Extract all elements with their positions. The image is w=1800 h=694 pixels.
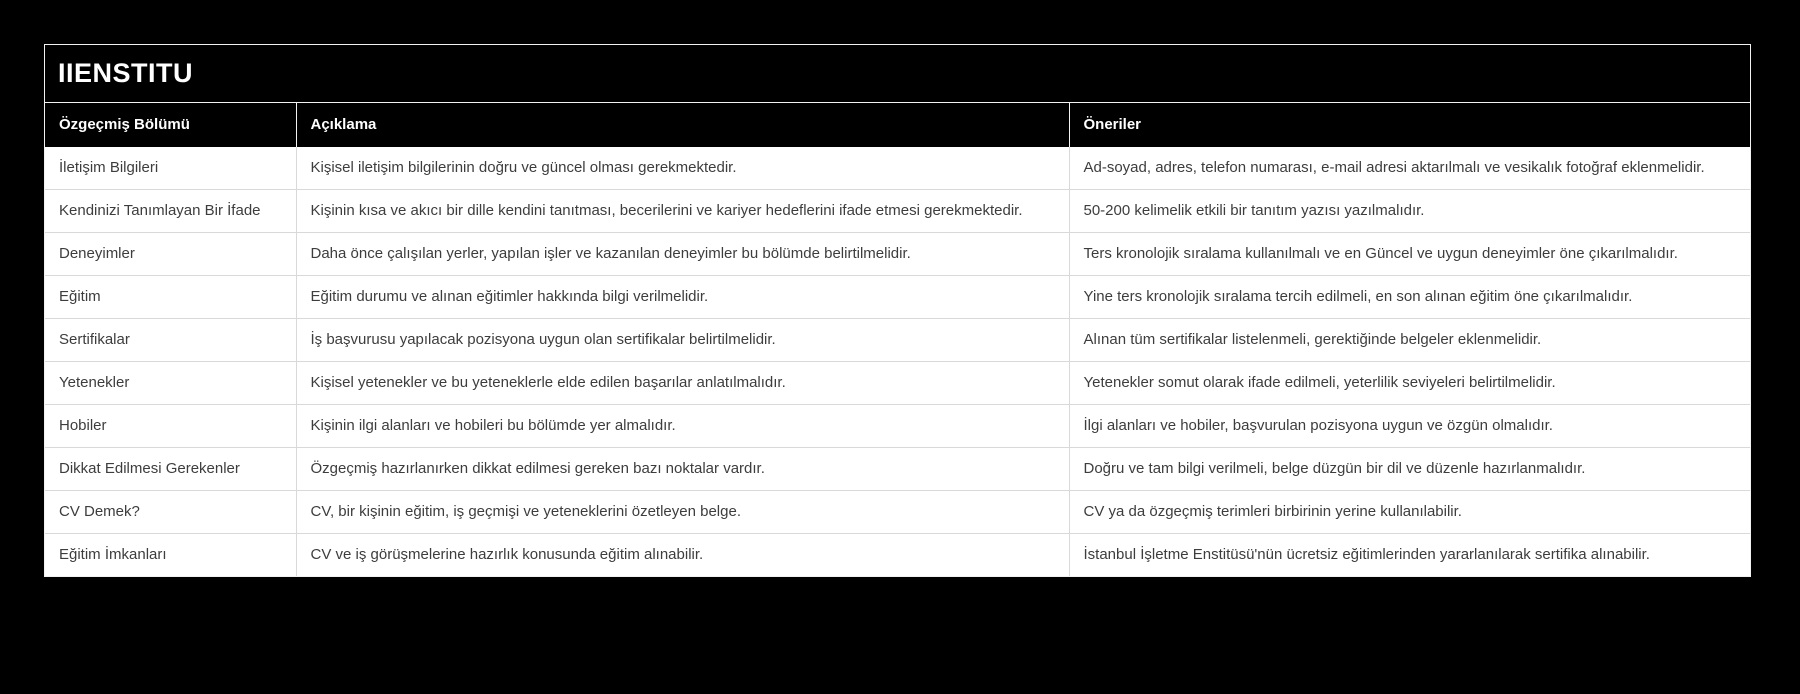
cell-description: CV, bir kişinin eğitim, iş geçmişi ve yeteneklerini özetleyen belge. (296, 491, 1069, 534)
cell-section: Eğitim (45, 276, 296, 319)
cell-description: CV ve iş görüşmelerine hazırlık konusunda eğitim alınabilir. (296, 534, 1069, 577)
table-row (45, 491, 1750, 534)
table-row (45, 405, 1750, 448)
table-row (45, 190, 1750, 233)
cell-section: Dikkat Edilmesi Gerekenler (45, 448, 296, 491)
cell-section: Eğitim İmkanları (45, 534, 296, 577)
cell-description: Daha önce çalışılan yerler, yapılan işler ve kazanılan deneyimler bu bölümde belirtilmelidir. (296, 233, 1069, 276)
cell-description: Kişinin kısa ve akıcı bir dille kendini tanıtması, becerilerini ve kariyer hedeflerini ifade etmesi gerekmektedir. (296, 190, 1069, 233)
cell-suggestion: Ad-soyad, adres, telefon numarası, e-mail adresi aktarılmalı ve vesikalık fotoğraf eklenmelidir. (1069, 147, 1750, 190)
cell-suggestion: CV ya da özgeçmiş terimleri birbirinin yerine kullanılabilir. (1069, 491, 1750, 534)
cell-description: Kişisel iletişim bilgilerinin doğru ve güncel olması gerekmektedir. (296, 147, 1069, 190)
cell-description: Kişisel yetenekler ve bu yeteneklerle elde edilen başarılar anlatılmalıdır. (296, 362, 1069, 405)
table-header-row (45, 103, 1750, 147)
cell-section: İletişim Bilgileri (45, 147, 296, 190)
table-row (45, 448, 1750, 491)
cell-description: Özgeçmiş hazırlanırken dikkat edilmesi gereken bazı noktalar vardır. (296, 448, 1069, 491)
cell-suggestion: Ters kronolojik sıralama kullanılmalı ve en Güncel ve uygun deneyimler öne çıkarılmalıdır. (1069, 233, 1750, 276)
column-header-section: Özgeçmiş Bölümü (45, 103, 296, 147)
table-row (45, 147, 1750, 190)
cell-section: Kendinizi Tanımlayan Bir İfade (45, 190, 296, 233)
table-header (45, 103, 1750, 147)
table-row (45, 534, 1750, 577)
cell-description: Kişinin ilgi alanları ve hobileri bu bölümde yer almalıdır. (296, 405, 1069, 448)
cell-section: Deneyimler (45, 233, 296, 276)
column-header-description: Açıklama (296, 103, 1069, 147)
table-row (45, 233, 1750, 276)
cv-guide-table (45, 103, 1750, 576)
cell-suggestion: Doğru ve tam bilgi verilmeli, belge düzgün bir dil ve düzenle hazırlanmalıdır. (1069, 448, 1750, 491)
cell-suggestion: Yetenekler somut olarak ifade edilmeli, yeterlilik seviyeleri belirtilmelidir. (1069, 362, 1750, 405)
table-row (45, 362, 1750, 405)
cell-suggestion: 50-200 kelimelik etkili bir tanıtım yazısı yazılmalıdır. (1069, 190, 1750, 233)
title-bar (45, 45, 1750, 103)
cell-section: Yetenekler (45, 362, 296, 405)
page-title: IIENSTITU (58, 58, 194, 88)
cell-description: Eğitim durumu ve alınan eğitimler hakkında bilgi verilmelidir. (296, 276, 1069, 319)
cell-section: Hobiler (45, 405, 296, 448)
cell-suggestion: Alınan tüm sertifikalar listelenmeli, gerektiğinde belgeler eklenmelidir. (1069, 319, 1750, 362)
table-row (45, 319, 1750, 362)
cell-section: CV Demek? (45, 491, 296, 534)
cell-suggestion: Yine ters kronolojik sıralama tercih edilmeli, en son alınan eğitim öne çıkarılmalıdır. (1069, 276, 1750, 319)
content-panel (44, 44, 1751, 577)
table-row (45, 276, 1750, 319)
cell-section: Sertifikalar (45, 319, 296, 362)
cell-suggestion: İlgi alanları ve hobiler, başvurulan pozisyona uygun ve özgün olmalıdır. (1069, 405, 1750, 448)
table-body (45, 147, 1750, 576)
cell-suggestion: İstanbul İşletme Enstitüsü'nün ücretsiz eğitimlerinden yararlanılarak sertifika alınabilir. (1069, 534, 1750, 577)
cell-description: İş başvurusu yapılacak pozisyona uygun olan sertifikalar belirtilmelidir. (296, 319, 1069, 362)
column-header-suggestion: Öneriler (1069, 103, 1750, 147)
